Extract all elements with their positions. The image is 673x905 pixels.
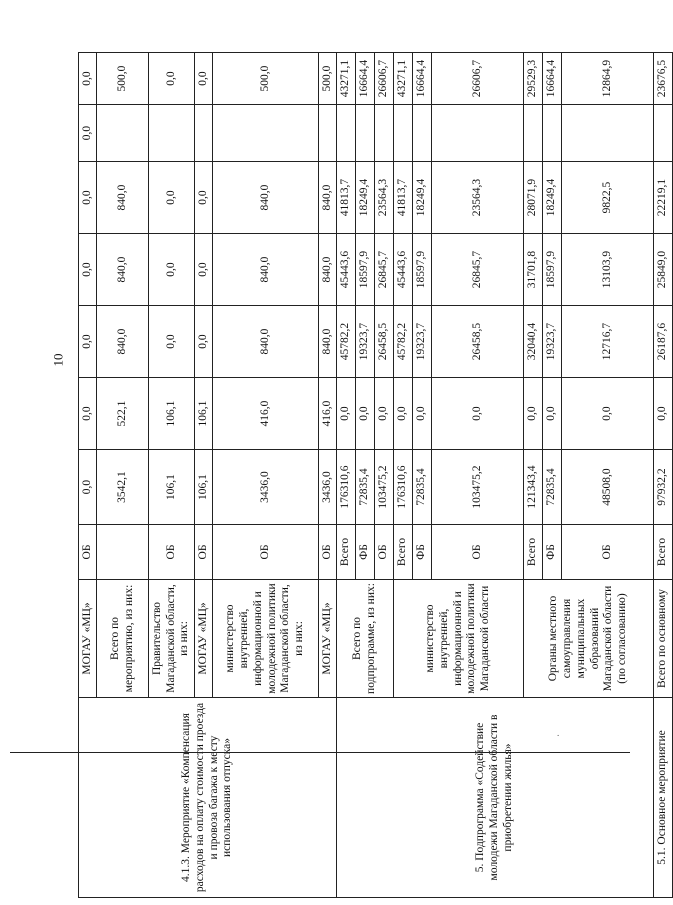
- value-cell: 12716,7: [562, 306, 654, 378]
- value-cell: 840,0: [213, 234, 319, 306]
- value-cell: 840,0: [213, 162, 319, 234]
- source-cell: ОБ: [562, 525, 654, 580]
- value-cell: 26458,5: [432, 306, 524, 378]
- value-cell: 32040,4: [524, 306, 543, 378]
- source-cell: Всего: [337, 525, 356, 580]
- value-cell: 840,0: [319, 234, 337, 306]
- value-cell: 18597,9: [413, 234, 432, 306]
- page-number: 10: [50, 353, 66, 367]
- value-cell: 416,0: [319, 378, 337, 450]
- executor-cell: МОГАУ «МЦ»: [195, 580, 213, 698]
- value-cell: 41813,7: [394, 162, 413, 234]
- value-cell: 500,0: [97, 53, 149, 105]
- value-cell: 26606,7: [375, 53, 394, 105]
- value-cell: 19323,7: [543, 306, 562, 378]
- value-cell: [654, 105, 673, 162]
- value-cell: 72835,4: [413, 450, 432, 525]
- value-cell: 16664,4: [543, 53, 562, 105]
- value-cell: 0,0: [149, 162, 195, 234]
- value-cell: 72835,4: [543, 450, 562, 525]
- value-cell: 103475,2: [432, 450, 524, 525]
- value-cell: 0,0: [79, 306, 97, 378]
- value-cell: 26458,5: [375, 306, 394, 378]
- value-cell: 0,0: [149, 53, 195, 105]
- value-cell: [543, 105, 562, 162]
- value-cell: 0,0: [195, 53, 213, 105]
- value-cell: 0,0: [79, 105, 97, 162]
- value-cell: [356, 105, 375, 162]
- value-cell: 840,0: [213, 306, 319, 378]
- value-cell: [524, 105, 543, 162]
- executor-cell: МОГАУ «МЦ»: [79, 580, 97, 698]
- value-cell: 23676,5: [654, 53, 673, 105]
- value-cell: [413, 105, 432, 162]
- value-cell: 26606,7: [432, 53, 524, 105]
- value-cell: 106,1: [149, 378, 195, 450]
- value-cell: 840,0: [319, 306, 337, 378]
- value-cell: 28071,9: [524, 162, 543, 234]
- value-cell: 26845,7: [432, 234, 524, 306]
- value-cell: 121343,4: [524, 450, 543, 525]
- value-cell: 0,0: [562, 378, 654, 450]
- value-cell: 13103,9: [562, 234, 654, 306]
- value-cell: 0,0: [394, 378, 413, 450]
- activity-cell: 4.1.3. Мероприятие «Компенсация расходов на оплату стоимости проезда и провоза багажа к месту использования отпуска»: [79, 698, 337, 898]
- value-cell: 3542,1: [97, 450, 149, 525]
- source-cell: ОБ: [195, 525, 213, 580]
- value-cell: 31701,8: [524, 234, 543, 306]
- value-cell: 0,0: [337, 378, 356, 450]
- value-cell: 18597,9: [356, 234, 375, 306]
- source-cell: ОБ: [213, 525, 319, 580]
- value-cell: 72835,4: [356, 450, 375, 525]
- value-cell: 0,0: [432, 378, 524, 450]
- value-cell: [195, 105, 213, 162]
- activity-cell: 5.1. Основное мероприятие: [654, 698, 673, 898]
- value-cell: 0,0: [79, 53, 97, 105]
- value-cell: 25849,0: [654, 234, 673, 306]
- source-cell: Всего: [524, 525, 543, 580]
- value-cell: 43271,1: [394, 53, 413, 105]
- rotated-table-container: [78, 53, 669, 898]
- value-cell: 19323,7: [356, 306, 375, 378]
- value-cell: [149, 105, 195, 162]
- value-cell: 0,0: [79, 162, 97, 234]
- value-cell: 23564,3: [432, 162, 524, 234]
- value-cell: 97932,2: [654, 450, 673, 525]
- value-cell: 3436,0: [213, 450, 319, 525]
- value-cell: 500,0: [319, 53, 337, 105]
- value-cell: 18597,9: [543, 234, 562, 306]
- value-cell: 840,0: [319, 162, 337, 234]
- value-cell: 106,1: [195, 378, 213, 450]
- value-cell: 0,0: [413, 378, 432, 450]
- value-cell: 176310,6: [394, 450, 413, 525]
- value-cell: 522,1: [97, 378, 149, 450]
- value-cell: 45443,6: [337, 234, 356, 306]
- value-cell: 840,0: [97, 306, 149, 378]
- executor-cell: Правительство Магаданской области, из них:: [149, 580, 195, 698]
- source-cell: Всего: [394, 525, 413, 580]
- value-cell: [337, 105, 356, 162]
- value-cell: 840,0: [97, 162, 149, 234]
- value-cell: [97, 105, 149, 162]
- value-cell: 0,0: [195, 306, 213, 378]
- value-cell: 43271,1: [337, 53, 356, 105]
- executor-cell: министерство внутренней, информационной и молодежной политики Магаданской области: [394, 580, 524, 698]
- value-cell: 45782,2: [337, 306, 356, 378]
- value-cell: 416,0: [213, 378, 319, 450]
- value-cell: 106,1: [149, 450, 195, 525]
- bottom-rule: [10, 752, 630, 753]
- value-cell: 0,0: [149, 234, 195, 306]
- table-row: [337, 53, 356, 898]
- executor-cell: министерство внутренней, информационной и молодежной политики Магаданской области, из них:: [213, 580, 319, 698]
- value-cell: 0,0: [195, 234, 213, 306]
- value-cell: 0,0: [543, 378, 562, 450]
- value-cell: [562, 105, 654, 162]
- value-cell: 0,0: [79, 234, 97, 306]
- value-cell: 26187,6: [654, 306, 673, 378]
- value-cell: 106,1: [195, 450, 213, 525]
- table-row: [654, 53, 673, 898]
- value-cell: 16664,4: [413, 53, 432, 105]
- value-cell: 12864,9: [562, 53, 654, 105]
- value-cell: 103475,2: [375, 450, 394, 525]
- value-cell: 0,0: [79, 450, 97, 525]
- value-cell: 840,0: [97, 234, 149, 306]
- value-cell: 48508,0: [562, 450, 654, 525]
- source-cell: ОБ: [319, 525, 337, 580]
- source-cell: ОБ: [79, 525, 97, 580]
- executor-cell: Всего по основному: [654, 580, 673, 698]
- source-cell: ФБ: [356, 525, 375, 580]
- value-cell: 0,0: [654, 378, 673, 450]
- table-row: [79, 53, 97, 898]
- value-cell: [375, 105, 394, 162]
- source-cell: ФБ: [413, 525, 432, 580]
- source-cell: ОБ: [375, 525, 394, 580]
- value-cell: 0,0: [195, 162, 213, 234]
- value-cell: 176310,6: [337, 450, 356, 525]
- value-cell: 18249,4: [356, 162, 375, 234]
- source-cell: Всего: [654, 525, 673, 580]
- value-cell: 3436,0: [319, 450, 337, 525]
- value-cell: 45443,6: [394, 234, 413, 306]
- value-cell: [432, 105, 524, 162]
- source-cell: [97, 525, 149, 580]
- subprogram-cell: 5. Подпрограмма «Содействие молодежи Магаданской области в приобретении жилья»: [337, 698, 654, 898]
- executor-cell: МОГАУ «МЦ»: [319, 580, 337, 698]
- value-cell: 500,0: [213, 53, 319, 105]
- value-cell: 0,0: [356, 378, 375, 450]
- value-cell: 18249,4: [413, 162, 432, 234]
- value-cell: [394, 105, 413, 162]
- value-cell: 0,0: [149, 306, 195, 378]
- scan-speck: .: [557, 728, 560, 738]
- budget-table: [78, 52, 673, 898]
- value-cell: 16664,4: [356, 53, 375, 105]
- source-cell: ФБ: [543, 525, 562, 580]
- value-cell: 45782,2: [394, 306, 413, 378]
- value-cell: 29529,3: [524, 53, 543, 105]
- source-cell: ОБ: [149, 525, 195, 580]
- value-cell: 19323,7: [413, 306, 432, 378]
- value-cell: 26845,7: [375, 234, 394, 306]
- value-cell: [213, 105, 319, 162]
- value-cell: 18249,4: [543, 162, 562, 234]
- value-cell: 0,0: [524, 378, 543, 450]
- value-cell: 22219,1: [654, 162, 673, 234]
- value-cell: 41813,7: [337, 162, 356, 234]
- value-cell: 9822,5: [562, 162, 654, 234]
- value-cell: 0,0: [79, 378, 97, 450]
- value-cell: 23564,3: [375, 162, 394, 234]
- executor-cell: Органы местного самоуправления муниципальных образований Магаданской области (по согласованию): [524, 580, 654, 698]
- value-cell: [319, 105, 337, 162]
- executor-cell: Всего по мероприятию, из них:: [97, 580, 149, 698]
- value-cell: 0,0: [375, 378, 394, 450]
- source-cell: ОБ: [432, 525, 524, 580]
- executor-cell: Всего по подпрограмме, из них:: [337, 580, 394, 698]
